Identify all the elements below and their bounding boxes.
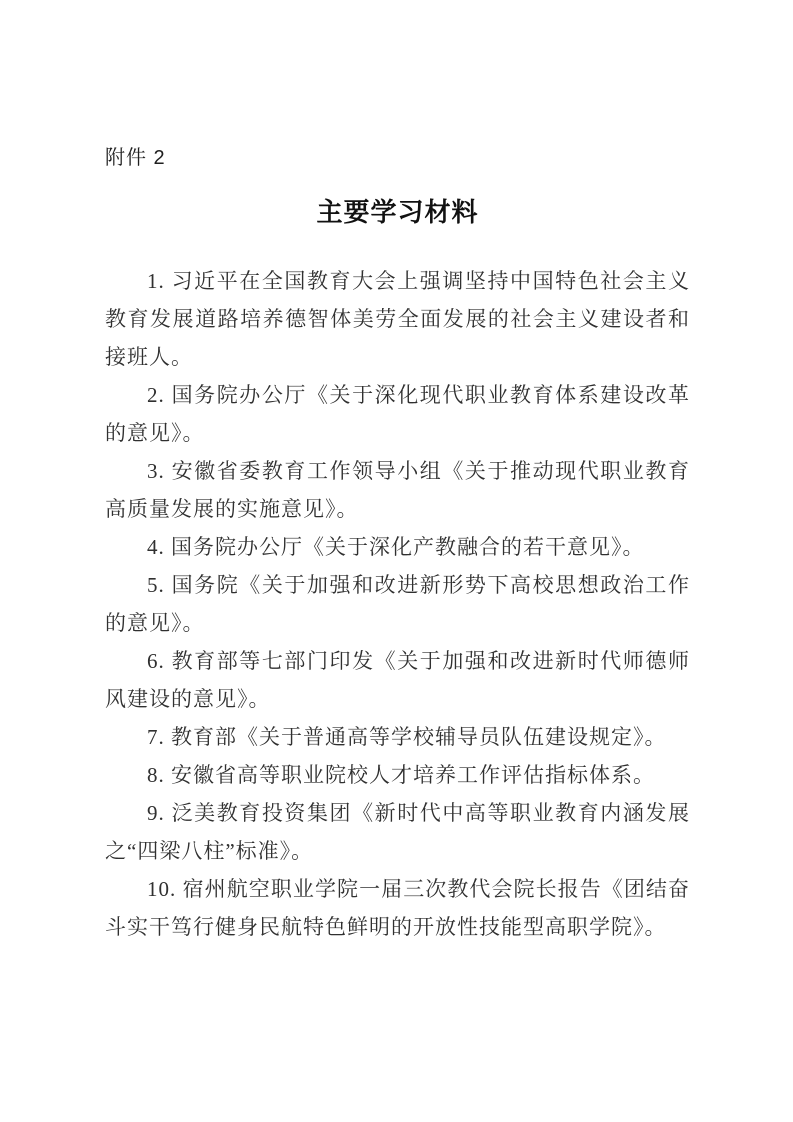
list-item-1: 1. 习近平在全国教育大会上强调坚持中国特色社会主义教育发展道路培养德智体美劳全面发展的社会主义建设者和接班人。: [105, 269, 690, 369]
list-item-2: 2. 国务院办公厅《关于深化现代职业教育体系建设改革的意见》。: [105, 383, 690, 445]
materials-list: [105, 262, 690, 946]
list-item-8: 8. 安徽省高等职业院校人才培养工作评估指标体系。: [147, 763, 655, 787]
list-item-9: 9. 泛美教育投资集团《新时代中高等职业教育内涵发展之“四梁八柱”标准》。: [105, 801, 690, 863]
page-title: 主要学习材料: [316, 197, 479, 227]
list-item-7: 7. 教育部《关于普通高等学校辅导员队伍建设规定》。: [147, 725, 667, 749]
list-item-3: 3. 安徽省委教育工作领导小组《关于推动现代职业教育高质量发展的实施意见》。: [105, 459, 690, 521]
list-item-6: 6. 教育部等七部门印发《关于加强和改进新时代师德师风建设的意见》。: [105, 649, 690, 711]
list-item-10: 10. 宿州航空职业学院一届三次教代会院长报告《团结奋斗实干笃行健身民航特色鲜明的开放性技能型高职学院》。: [105, 877, 690, 939]
list-item-4: 4. 国务院办公厅《关于深化产教融合的若干意见》。: [147, 535, 645, 559]
attachment-label: 附件 2: [105, 147, 166, 169]
list-item-5: 5. 国务院《关于加强和改进新形势下高校思想政治工作的意见》。: [105, 573, 690, 635]
